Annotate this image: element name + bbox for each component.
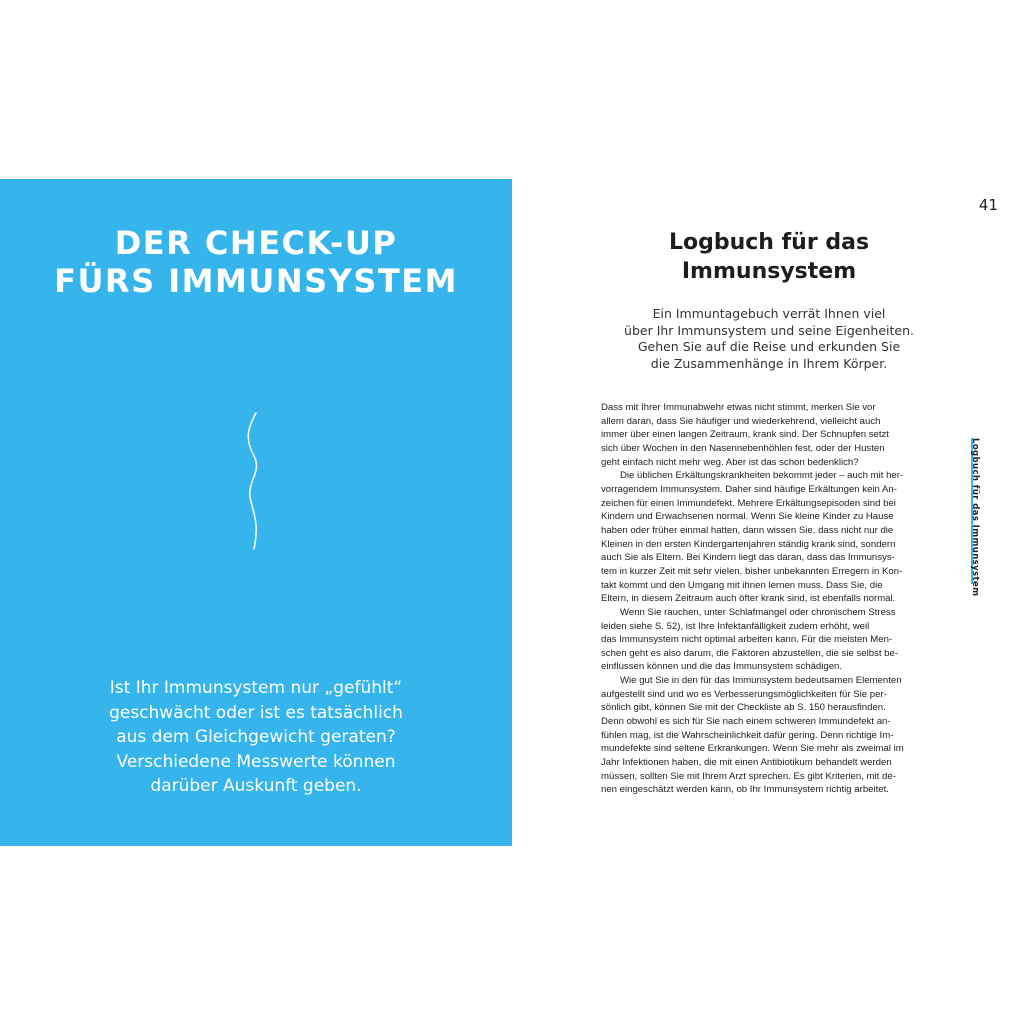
body-line: das Immunsystem nicht optimal arbeiten kann. Für die meisten Men- <box>601 634 893 646</box>
intro-line: aus dem Gleichgewicht geraten? <box>116 727 396 747</box>
section-lead <box>600 306 938 372</box>
body-line: aufgestellt sind und wo es Verbesserungsmöglichkeiten für Sie per- <box>601 688 887 700</box>
body-line: einflussen können und die das Immunsystem schädigen. <box>601 661 843 673</box>
intro-line: Verschiedene Messwerte können <box>116 751 396 772</box>
running-head <box>966 438 990 597</box>
intro-line: Ist Ihr Immunsystem nur „gefühlt“ <box>109 678 403 698</box>
chapter-intro <box>56 676 456 799</box>
body-line: Dass mit Ihrer Immunabwehr etwas nicht stimmt, merken Sie vor <box>601 402 876 413</box>
lead-line: über Ihr Immunsystem und seine Eigenheiten. <box>624 322 914 338</box>
chapter-title-line: DER CHECK-UP <box>114 224 398 262</box>
body-line: immer über einen langen Zeitraum, krank sind. Der Schnupfen setzt <box>601 429 889 441</box>
body-line: nen eingeschätzt werden kann, ob Ihr Immunsystem richtig arbeitet. <box>601 784 889 796</box>
body-line: fühlen mag, ist die Wahrscheinlichkeit dafür gering. Denn richtige Im- <box>601 729 894 741</box>
body-line: takt kommt und den Umgang mit ihnen lernen muss. Dass Sie, die <box>601 579 883 591</box>
body-line: Kleinen in den ersten Kindergartenjahren ständig krank sind, sondern <box>601 538 896 550</box>
body-line: Kindern und Erwachsenen normal. Wenn Sie kleine Kinder zu Hause <box>601 511 894 523</box>
body-line: auch Sie als Eltern. Bei Kindern liegt das daran, dass das Immunsys- <box>601 552 895 564</box>
body-line: Jahr Infektionen haben, die mit einen Antibiotikum behandelt werden <box>601 757 892 769</box>
body-line: Denn obwohl es sich für Sie nach einem schweren Immundefekt an- <box>601 716 891 728</box>
chapter-title-line: FÜRS IMMUNSYSTEM <box>54 262 458 300</box>
body-line: Wenn Sie rauchen, unter Schlafmangel oder chronischem Stress <box>620 606 896 618</box>
lead-line: Gehen Sie auf die Reise und erkunden Sie <box>637 339 901 354</box>
page-number: 41 <box>978 196 998 214</box>
body-line: sönlich gibt, können Sie mit der Checkliste ab S. 150 herausfinden. <box>601 702 886 714</box>
body-line: geht einfach nicht mehr weg. Aber ist das schon bedenklich? <box>601 456 859 468</box>
body-line: haben oder früher einmal hatten, dann wissen Sie, dass nicht nur die <box>601 524 894 536</box>
body-line: tem in kurzer Zeit mit sehr vielen, bisher unbekannten Erregern in Kon- <box>601 565 903 577</box>
body-line: zeichen für einen Immundefekt. Mehrere Erkältungsepisoden sind bei <box>601 497 896 509</box>
lead-line: Ein Immuntagebuch verrät Ihnen viel <box>652 306 886 321</box>
squiggle-line-decoration <box>236 411 276 551</box>
intro-line: darüber Auskunft geben. <box>150 776 362 796</box>
running-head-text: Logbuch für das Immunsystem <box>970 438 980 597</box>
body-line: müssen, sollten Sie mit Ihrem Arzt sprechen. Es gibt Kriterien, mit de- <box>601 770 896 782</box>
body-line: Eltern, in diesem Zeitraum auch öfter krank sind, ist ebenfalls normal. <box>601 593 896 605</box>
section-title-line: Immunsystem <box>681 259 857 284</box>
lead-line: die Zusammenhänge in Ihrem Körper. <box>650 355 888 371</box>
section-title-line: Logbuch für das <box>668 230 870 255</box>
body-line: leiden siehe S. 52), ist Ihre Infektanfälligkeit zudem erhöht, weil <box>601 620 870 632</box>
body-line: schen geht es also darum, die Faktoren abzustellen, die sie selbst be- <box>601 647 899 659</box>
body-text <box>601 401 937 797</box>
body-line: sich über Wochen in den Nasennebenhöhlen fest, oder der Husten <box>601 442 885 454</box>
body-line: Wie gut Sie in den für das Immunsystem bedeutsamen Elementen <box>620 675 902 687</box>
intro-line: geschwächt oder ist es tatsächlich <box>109 702 403 723</box>
section-title <box>600 228 938 286</box>
chapter-title <box>0 224 512 300</box>
body-line: mundefekte sind seltene Erkrankungen. Wenn Sie mehr als zweimal im <box>601 743 904 755</box>
body-line: vorragendem Immunsystem. Daher sind häufige Erkältungen kein An- <box>601 483 897 495</box>
chapter-opener-panel <box>0 179 512 846</box>
body-line: allem daran, dass Sie häufiger und wiederkehrend, vielleicht auch <box>601 415 881 427</box>
body-line: Die üblichen Erkältungskrankheiten bekommt jeder – auch mit her- <box>620 470 904 482</box>
